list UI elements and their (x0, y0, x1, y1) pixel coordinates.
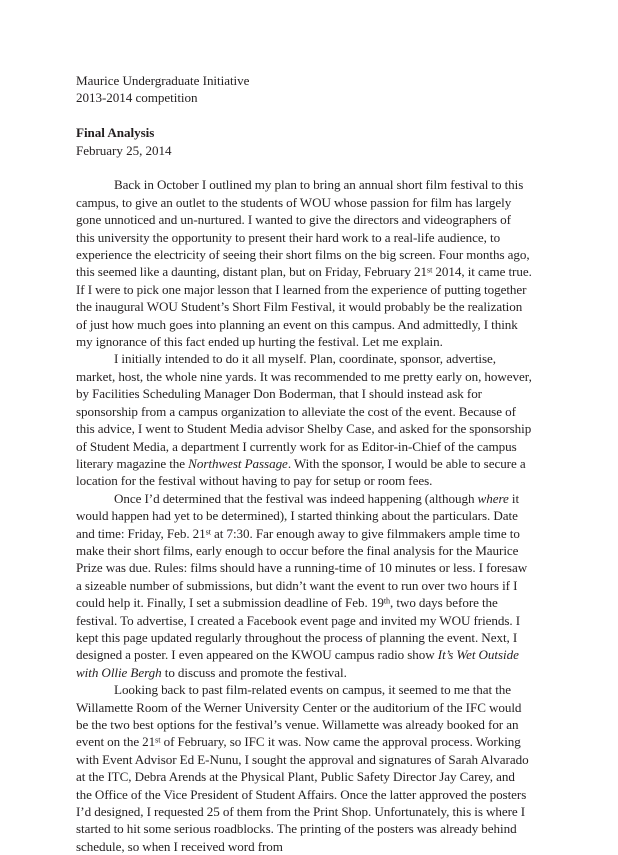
text-run: 2014, it came true. If I were to pick one major lesson that I learned from the experience of putting together the inaugural WOU Student’s Short Film Festival, it would probably be the realization of just how much goes into planning an event on this campus. And admittedly, I think my ignorance of this fact ended up hurting the festival. Let me explain. (76, 264, 532, 350)
italic-run: Northwest Passage (188, 455, 288, 471)
text-run: Once I’d determined that the festival was indeed happening (although (114, 490, 478, 506)
ordinal-suffix: st (427, 266, 433, 276)
text-run: at 7:30. Far enough away to give filmmakers ample time to make their short films, early enough to occur before the final analysis for the Maurice Prize was due. Rules: films should have a running-time of 10 minutes or less. I foresaw a sizeable number of submissions, but didn’t want the event to run over two hours if I could help it. Finally, I set a submission deadline of Feb. 19 (76, 525, 528, 611)
text-run: I initially intended to do it all myself. Plan, coordinate, sponsor, advertise, market, host, the whole nine yards. It was recommended to me pretty early on, however, by Facilities Scheduling Manager Don Boderman, that I should instead ask for sponsorship from a campus organization to alleviate the cost of the event. Because of this advice, I went to Student Media advisor Shelby Case, and asked for the sponsorship of Student Media, a department I currently work for as Editor-in-Chief of the campus literary magazine the (76, 351, 532, 471)
document-header (76, 72, 532, 107)
text-run: Back in October I outlined my plan to bring an annual short film festival to this campus, to give an outlet to the students of WOU whose passion for film has largely gone unnoticed and un-nurtured. I wanted to give the directors and videographers of this university the opportunity to present their hard work to a real-life audience, to experience the electricity of seeing their short films on the big screen. Four months ago, this seemed like a daunting, distant plan, but on Friday, February 21 (76, 177, 530, 280)
body-paragraph (76, 490, 532, 681)
italic-run: It’s Wet Outside with Ollie Bergh (76, 647, 519, 680)
header-line-initiative: Maurice Undergraduate Initiative (76, 73, 250, 88)
ordinal-suffix: st (155, 736, 161, 745)
ordinal-suffix: th (383, 596, 391, 606)
text-run: . With the sponsor, I would be able to secure a location for the festival without having to pay for setup or room fees. (76, 455, 526, 489)
document-paragraphs (76, 176, 532, 855)
text-run: Looking back to past film-related events on campus, it seemed to me that the Willamette Room of the Werner University Center or the auditorium of the IFC would be the two best options for the festival’s venue. Willamette was already booked for an event on the 21 (76, 682, 522, 750)
document-date: February 25, 2014 (76, 142, 172, 158)
ordinal-suffix: st (205, 527, 211, 537)
header-line-competition: 2013-2014 competition (76, 90, 198, 106)
text-run: of February, so IFC it was. Now came the approval process. Working with Event Advisor Ed E-Nunu, I sought the approval and signatures of Sarah Alvarado at the ITC, Debra Arends at the Physical Plant, Public Safety Director Jay Carey, and the Office of the Vice President of Student Affairs. Once the latter approved the posters I’d designed, I requested 25 of them from the Print Shop. Unfortunately, this is where I started to hit some serious roadblocks. The printing of the posters was already behind schedule, so when I received word from (76, 734, 529, 854)
text-run: , two days before the festival. To advertise, I created a Facebook event page and invited my WOU friends. I kept this page updated regularly throughout the process of planning the event. Next, I designed a poster. I even appeared on the KWOU campus radio show (76, 595, 521, 663)
text-run: it would happen had yet to be determined), I started thinking about the particulars. Date and time: Friday, Feb. 21 (76, 490, 520, 541)
document-body (76, 72, 532, 855)
body-paragraph (76, 350, 532, 489)
page-title: Final Analysis (76, 125, 155, 141)
italic-run: where (477, 490, 509, 506)
body-paragraph (76, 681, 532, 855)
document-title-block (76, 124, 532, 159)
text-run: to discuss and promote the festival. (161, 664, 347, 680)
body-paragraph (76, 176, 532, 350)
